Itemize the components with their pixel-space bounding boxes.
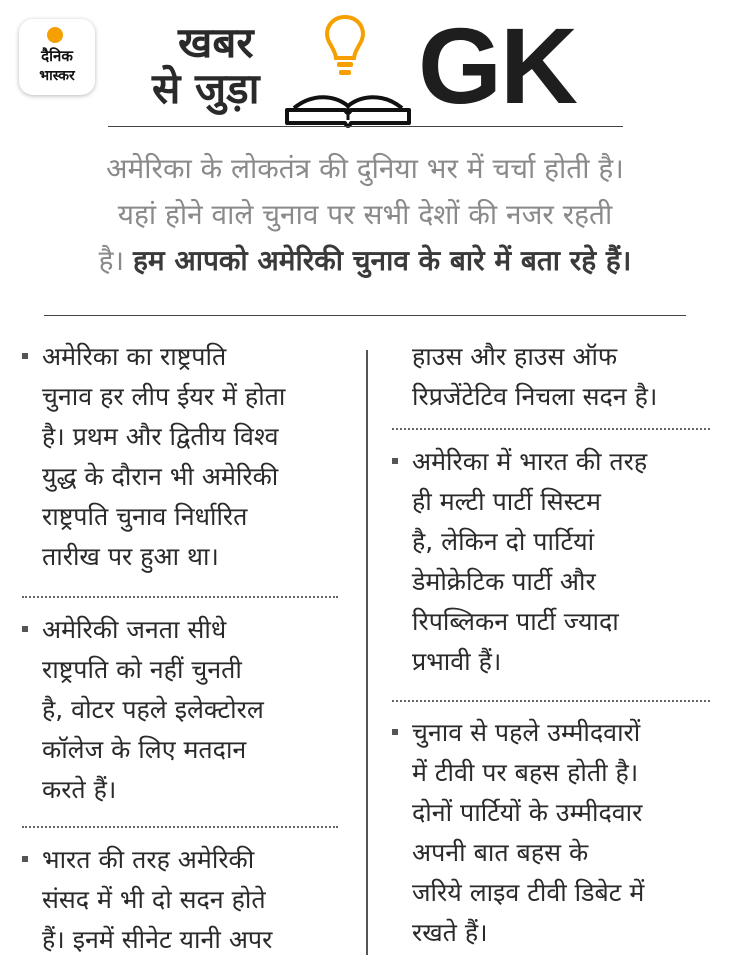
fact-line: युद्ध के दौरान भी अमेरिकी bbox=[42, 462, 279, 491]
header-title-line1: खबर bbox=[178, 18, 254, 67]
fact-line: है, लेकिन दो पार्टियां bbox=[412, 527, 595, 556]
fact-line: में टीवी पर बहस होती है। bbox=[412, 758, 639, 787]
intro-line3-plain: है। bbox=[98, 244, 134, 277]
fact-line: रिप्रजेंटेटिव निचला सदन है। bbox=[412, 382, 658, 411]
fact-line: अमेरिका का राष्ट्रपति bbox=[42, 342, 227, 371]
gk-title: GK bbox=[418, 5, 576, 126]
light-bulb-icon bbox=[322, 12, 368, 80]
header-divider bbox=[108, 126, 623, 127]
fact-line: रखते हैं। bbox=[412, 918, 488, 947]
fact-line: चुनाव हर लीप ईयर में होता bbox=[42, 382, 286, 411]
fact-item bbox=[392, 442, 647, 682]
intro-line3-bold: हम आपको अमेरिकी चुनाव के बारे में बता रहे हैं। bbox=[133, 244, 632, 277]
fact-line: हैं। इनमें सीनेट यानी अपर bbox=[42, 925, 273, 954]
logo-line2: भास्कर bbox=[39, 68, 75, 84]
intro-line1: अमेरिका के लोकतंत्र की दुनिया भर में चर्चा होती है। bbox=[106, 152, 624, 185]
intro-line3 bbox=[30, 238, 700, 284]
fact-line: राष्ट्रपति को नहीं चुनती bbox=[42, 655, 242, 684]
fact-line: तारीख पर हुआ था। bbox=[42, 542, 219, 571]
dotted-divider bbox=[22, 596, 338, 598]
logo-sun-dot bbox=[47, 27, 63, 43]
bullet-icon bbox=[22, 353, 28, 359]
fact-line: अमेरिका में भारत की तरह bbox=[412, 447, 648, 476]
fact-item-continued bbox=[392, 337, 657, 417]
dainik-bhaskar-logo[interactable] bbox=[19, 19, 95, 95]
fact-line: है। प्रथम और द्वितीय विश्व bbox=[42, 422, 279, 451]
header-title-line2: से जुड़ा bbox=[152, 64, 260, 113]
fact-line: राष्ट्रपति चुनाव निर्धारित bbox=[42, 502, 248, 531]
fact-line: अमेरिकी जनता सीधे bbox=[42, 615, 227, 644]
fact-item bbox=[22, 840, 272, 960]
fact-line: संसद में भी दो सदन होते bbox=[42, 885, 266, 914]
fact-item bbox=[392, 713, 644, 953]
fact-line: दोनों पार्टियों के उम्मीदवार bbox=[412, 798, 643, 827]
fact-line: है, वोटर पहले इलेक्टोरल bbox=[42, 695, 264, 724]
dotted-divider bbox=[22, 826, 338, 828]
fact-item bbox=[22, 337, 285, 577]
fact-item bbox=[22, 610, 264, 810]
bullet-icon bbox=[392, 458, 398, 464]
fact-line: जरिये लाइव टीवी डिबेट में bbox=[412, 878, 645, 907]
intro-line2: यहां होने वाले चुनाव पर सभी देशों की नजर रहती bbox=[117, 198, 613, 231]
fact-line: अपनी बात बहस के bbox=[412, 838, 589, 867]
fact-line: रिपब्लिकन पार्टी ज्यादा bbox=[412, 607, 619, 636]
open-book-icon bbox=[284, 80, 412, 132]
fact-line: भारत की तरह अमेरिकी bbox=[42, 845, 255, 874]
bullet-icon bbox=[392, 729, 398, 735]
dotted-divider bbox=[392, 700, 710, 702]
intro-paragraph bbox=[30, 146, 700, 284]
bullet-icon bbox=[22, 856, 28, 862]
column-separator bbox=[366, 350, 368, 955]
intro-divider bbox=[44, 315, 686, 316]
fact-line: हाउस और हाउस ऑफ bbox=[412, 342, 618, 371]
fact-line: प्रभावी हैं। bbox=[412, 647, 502, 676]
fact-line: करते हैं। bbox=[42, 775, 117, 804]
dotted-divider bbox=[392, 428, 710, 430]
fact-line: कॉलेज के लिए मतदान bbox=[42, 735, 247, 764]
fact-line: ही मल्टी पार्टी सिस्टम bbox=[412, 487, 601, 516]
fact-line: डेमोक्रेटिक पार्टी और bbox=[412, 567, 596, 596]
bullet-icon bbox=[22, 626, 28, 632]
logo-line1: दैनिक bbox=[41, 47, 73, 65]
fact-line: चुनाव से पहले उम्मीदवारों bbox=[412, 718, 641, 747]
